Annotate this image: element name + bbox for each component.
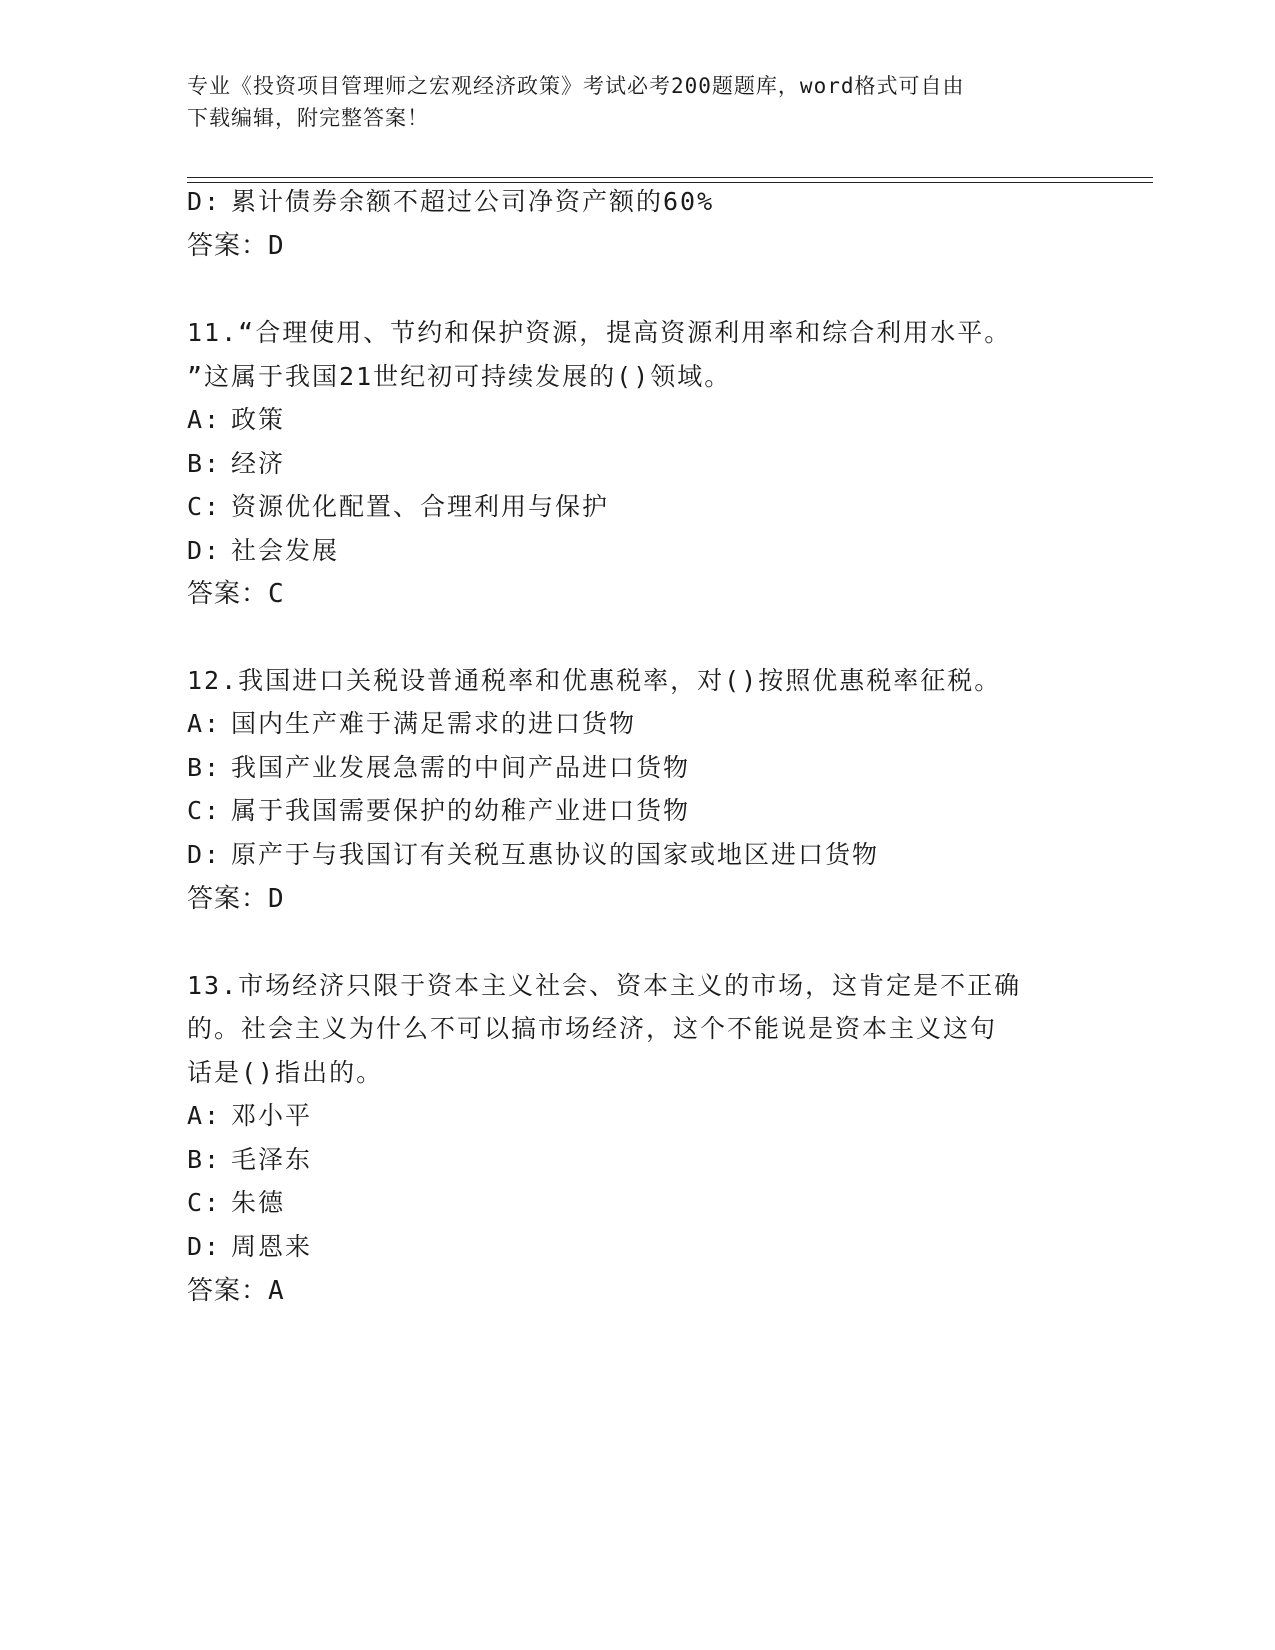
document-header bbox=[187, 70, 1057, 134]
header-line-2: 下载编辑，附完整答案！ bbox=[187, 106, 429, 130]
question-13-line-3: 话是()指出的。 bbox=[187, 1058, 384, 1087]
header-divider-bottom bbox=[187, 182, 1153, 183]
question-12-option-b: B: 我国产业发展急需的中间产品进口货物 bbox=[187, 753, 691, 782]
question-13-option-c: C: 朱德 bbox=[187, 1188, 286, 1217]
question-12-option-c: C: 属于我国需要保护的幼稚产业进口货物 bbox=[187, 796, 691, 825]
question-13-option-a: A: 邓小平 bbox=[187, 1101, 313, 1130]
question-13-line-1: 13.市场经济只限于资本主义社会、资本主义的市场，这肯定是不正确 bbox=[187, 971, 1022, 1000]
question-13-line-2: 的。社会主义为什么不可以搞市场经济，这个不能说是资本主义这句 bbox=[187, 1014, 998, 1043]
question-11-line-2: ”这属于我国21世纪初可持续发展的()领域。 bbox=[187, 362, 732, 391]
option-d-previous: D: 累计债券余额不超过公司净资产额的60% bbox=[187, 187, 715, 216]
answer-previous: 答案：D bbox=[187, 231, 285, 261]
question-11-option-c: C: 资源优化配置、合理利用与保护 bbox=[187, 492, 610, 521]
question-12-option-a: A: 国内生产难于满足需求的进口货物 bbox=[187, 709, 637, 738]
question-11-option-d: D: 社会发展 bbox=[187, 536, 340, 565]
question-11-line-1: 11.“合理使用、节约和保护资源，提高资源利用率和综合利用水平。 bbox=[187, 318, 1012, 347]
question-11-answer: 答案：C bbox=[187, 579, 285, 609]
question-12-line-1: 12.我国进口关税设普通税率和优惠税率，对()按照优惠税率征税。 bbox=[187, 666, 1002, 695]
question-13-option-b: B: 毛泽东 bbox=[187, 1145, 313, 1174]
header-line-1: 专业《投资项目管理师之宏观经济政策》考试必考200题题库，word格式可自由 bbox=[187, 74, 965, 98]
question-13-option-d: D: 周恩来 bbox=[187, 1232, 313, 1261]
question-13-answer: 答案：A bbox=[187, 1276, 285, 1306]
question-12-option-d: D: 原产于与我国订有关税互惠协议的国家或地区进口货物 bbox=[187, 840, 880, 869]
header-divider-top bbox=[187, 177, 1153, 178]
question-12-answer: 答案：D bbox=[187, 884, 285, 914]
question-11-option-a: A: 政策 bbox=[187, 405, 286, 434]
question-11-option-b: B: 经济 bbox=[187, 449, 286, 478]
